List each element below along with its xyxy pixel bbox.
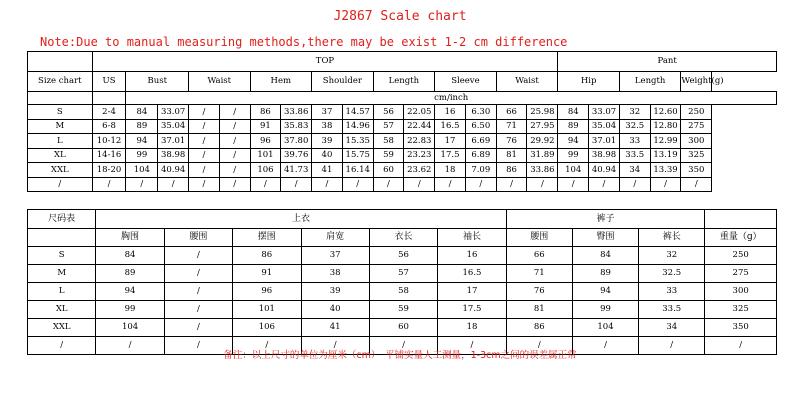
table-cell: / <box>189 163 220 178</box>
table-cell: 84 <box>126 105 158 120</box>
table-body-cn <box>28 247 777 355</box>
table-cell: 27.95 <box>527 119 558 134</box>
size-cell: / <box>28 177 93 192</box>
table-cell: / <box>189 177 220 192</box>
table-cell: / <box>496 177 527 192</box>
table-cell: 40 <box>301 301 369 319</box>
table-cell: 106 <box>250 163 281 178</box>
table-cell: 104 <box>572 319 638 337</box>
size-cell: XL <box>28 148 93 163</box>
table-cell: 16 <box>438 247 506 265</box>
header-bust: Bust <box>126 72 189 92</box>
header-length: Length <box>373 72 435 92</box>
table-cell: 40 <box>312 148 343 163</box>
table-cell: 84 <box>96 247 164 265</box>
group-top: TOP <box>92 52 558 72</box>
table-cell: / <box>281 177 312 192</box>
table-cell: / <box>189 119 220 134</box>
table-cell: 23.23 <box>404 148 435 163</box>
table-cell: 7.09 <box>465 163 496 178</box>
table-cell: 99 <box>558 148 589 163</box>
chart-title: J2867 Scale chart <box>333 9 467 24</box>
table-cell: 86 <box>496 163 527 178</box>
table-cell: 325 <box>681 148 712 163</box>
table-cell: 40.94 <box>589 163 620 178</box>
table-cell: 12.99 <box>650 134 681 149</box>
size-table-en <box>27 51 777 192</box>
table-cell: / <box>158 177 189 192</box>
group-pant: Pant <box>558 52 777 72</box>
table-cell: / <box>164 247 232 265</box>
table-cell: / <box>342 177 373 192</box>
table-cell: 350 <box>681 163 712 178</box>
table-cell: 57 <box>369 265 437 283</box>
table-cell: / <box>164 301 232 319</box>
size-cell: XL <box>28 301 96 319</box>
table-cell: 38.98 <box>158 148 189 163</box>
table-cell: 96 <box>250 134 281 149</box>
table-cell: 35.04 <box>158 119 189 134</box>
table-cell: 6-8 <box>92 119 126 134</box>
table-cell: 350 <box>705 319 777 337</box>
header-shoulder: Shoulder <box>312 72 374 92</box>
table-cell: 89 <box>126 119 158 134</box>
table-cell: / <box>164 319 232 337</box>
table-cell: 89 <box>572 265 638 283</box>
table-cell: / <box>96 337 164 355</box>
table-cell: 96 <box>233 283 301 301</box>
table-cell: 6.50 <box>465 119 496 134</box>
table-cell: 16.5 <box>438 265 506 283</box>
table-cell: 39 <box>301 283 369 301</box>
blank-cell <box>705 210 777 229</box>
table-cell: 56 <box>369 247 437 265</box>
size-cell: S <box>28 247 96 265</box>
table-cell: / <box>164 337 232 355</box>
table-cell: / <box>312 177 343 192</box>
table-cell: 60 <box>373 163 404 178</box>
size-cell: XXL <box>28 319 96 337</box>
table-cell: 76 <box>496 134 527 149</box>
table-cell: / <box>438 337 506 355</box>
header-hem-cn: 摆围 <box>233 229 301 247</box>
table-cell: 84 <box>558 105 589 120</box>
group-header-row <box>28 52 777 72</box>
size-cell: L <box>28 134 93 149</box>
table-cell: / <box>558 177 589 192</box>
table-cell: 99 <box>126 148 158 163</box>
table-row <box>28 319 777 337</box>
table-cell: 37 <box>312 105 343 120</box>
table-cell: 31.89 <box>527 148 558 163</box>
table-cell: 12.80 <box>650 119 681 134</box>
table-cell: 16.5 <box>435 119 466 134</box>
table-cell: / <box>527 177 558 192</box>
table-cell: 22.05 <box>404 105 435 120</box>
table-cell: 33.86 <box>527 163 558 178</box>
table-row <box>28 247 777 265</box>
group-header-row-cn <box>28 210 777 229</box>
table-cell: 76 <box>506 283 572 301</box>
table-cell: 41.73 <box>281 163 312 178</box>
table-cell: 91 <box>233 265 301 283</box>
table-cell: 250 <box>705 247 777 265</box>
table-cell: 59 <box>373 148 404 163</box>
table-row <box>28 148 777 163</box>
measurement-note-en: Note:Due to manual measuring methods,there may be exist 1-2 cm difference <box>40 35 568 49</box>
table-cell: 18 <box>438 319 506 337</box>
header-pant-length-cn: 裤长 <box>639 229 705 247</box>
table-cell: 101 <box>233 301 301 319</box>
header-pant-length: Length <box>619 72 681 92</box>
header-sleeve: Sleeve <box>435 72 497 92</box>
table-cell: 33.86 <box>281 105 312 120</box>
table-cell: / <box>589 177 620 192</box>
table-cell: 81 <box>506 301 572 319</box>
table-cell: 59 <box>369 301 437 319</box>
size-cell: M <box>28 265 96 283</box>
table-cell: 6.69 <box>465 134 496 149</box>
table-cell: 37 <box>301 247 369 265</box>
table-cell: 99 <box>572 301 638 319</box>
size-cell: M <box>28 119 93 134</box>
table-cell: 40.94 <box>158 163 189 178</box>
header-bust-cn: 胸围 <box>96 229 164 247</box>
table-cell: 18-20 <box>92 163 126 178</box>
table-row <box>28 177 777 192</box>
blank-cell <box>28 229 96 247</box>
table-cell: 17.5 <box>438 301 506 319</box>
table-cell: 86 <box>506 319 572 337</box>
table-cell: 33.5 <box>619 148 650 163</box>
table-cell: 37.80 <box>281 134 312 149</box>
table-cell: / <box>233 337 301 355</box>
table-cell: 15.35 <box>342 134 373 149</box>
table-cell: / <box>219 163 250 178</box>
table-row <box>28 105 777 120</box>
table-cell: 84 <box>572 247 638 265</box>
table-cell: / <box>219 148 250 163</box>
table-cell: 25.98 <box>527 105 558 120</box>
table-cell: 35.83 <box>281 119 312 134</box>
table-cell: 250 <box>681 105 712 120</box>
table-cell: 10-12 <box>92 134 126 149</box>
table-cell: 35.04 <box>589 119 620 134</box>
blank-cell <box>28 92 93 105</box>
column-header-row-cn <box>28 229 777 247</box>
table-cell: 32.5 <box>639 265 705 283</box>
table-cell: / <box>189 148 220 163</box>
table-cell: / <box>219 105 250 120</box>
table-cell: 38.98 <box>589 148 620 163</box>
units-row <box>28 92 777 105</box>
table-cell: 22.44 <box>404 119 435 134</box>
table-cell: 32.5 <box>619 119 650 134</box>
table-cell: 81 <box>496 148 527 163</box>
header-size-chart: Size chart <box>28 72 93 92</box>
table-cell: 94 <box>572 283 638 301</box>
table-cell: 58 <box>373 134 404 149</box>
table-cell: 94 <box>558 134 589 149</box>
group-pant-cn: 裤子 <box>506 210 705 229</box>
table-cell: 86 <box>233 247 301 265</box>
table-cell: / <box>219 119 250 134</box>
table-cell: 15.75 <box>342 148 373 163</box>
table-cell: / <box>219 177 250 192</box>
table-cell: 89 <box>96 265 164 283</box>
header-weight-cn: 重量（g） <box>705 229 777 247</box>
table-cell: 17.5 <box>435 148 466 163</box>
table-cell: 14.96 <box>342 119 373 134</box>
table-cell: 33 <box>639 283 705 301</box>
size-cell: / <box>28 337 96 355</box>
table-cell: 104 <box>558 163 589 178</box>
table-cell: 106 <box>233 319 301 337</box>
measurement-note-cn: 备注：以上尺寸的单位为厘米（cm） 平铺实量人工测量，1-3cm之间的误差属正常 <box>223 350 577 361</box>
header-waist-cn: 腰围 <box>164 229 232 247</box>
header-pant-waist: Waist <box>496 72 558 92</box>
table-row <box>28 301 777 319</box>
table-cell: 37.01 <box>589 134 620 149</box>
table-cell: 6.89 <box>465 148 496 163</box>
table-row <box>28 134 777 149</box>
table-cell: 38 <box>301 265 369 283</box>
table-cell: 34 <box>619 163 650 178</box>
table-cell: / <box>705 337 777 355</box>
table-cell: 58 <box>369 283 437 301</box>
table-cell: 17 <box>438 283 506 301</box>
table-cell: 12.60 <box>650 105 681 120</box>
blank-cell <box>28 52 93 72</box>
size-cell: L <box>28 283 96 301</box>
table-cell: 34 <box>639 319 705 337</box>
header-pant-waist-cn: 腰围 <box>506 229 572 247</box>
table-cell: 14.57 <box>342 105 373 120</box>
table-cell: / <box>681 177 712 192</box>
table-cell: 39.76 <box>281 148 312 163</box>
table-cell: 38 <box>312 119 343 134</box>
table-cell: 325 <box>705 301 777 319</box>
table-cell: 94 <box>96 283 164 301</box>
table-cell: 300 <box>705 283 777 301</box>
table-body-en <box>28 105 777 192</box>
table-cell: / <box>189 105 220 120</box>
table-cell: 71 <box>496 119 527 134</box>
table-cell: 104 <box>96 319 164 337</box>
table-cell: / <box>126 177 158 192</box>
table-cell: 14-16 <box>92 148 126 163</box>
table-cell: 300 <box>681 134 712 149</box>
header-size-cn: 尺码表 <box>28 210 96 229</box>
table-cell: / <box>465 177 496 192</box>
table-cell: 33.07 <box>158 105 189 120</box>
table-cell: 275 <box>681 119 712 134</box>
table-cell: / <box>373 177 404 192</box>
table-cell: 33.07 <box>589 105 620 120</box>
group-top-cn: 上衣 <box>96 210 506 229</box>
table-cell: 39 <box>312 134 343 149</box>
table-cell: / <box>506 337 572 355</box>
table-cell: 57 <box>373 119 404 134</box>
table-cell: / <box>650 177 681 192</box>
table-cell: 23.62 <box>404 163 435 178</box>
table-cell: 60 <box>369 319 437 337</box>
table-row <box>28 265 777 283</box>
table-row <box>28 283 777 301</box>
header-hip-cn: 臀围 <box>572 229 638 247</box>
header-waist: Waist <box>189 72 251 92</box>
table-cell: 275 <box>705 265 777 283</box>
table-cell: / <box>164 265 232 283</box>
header-sleeve-cn: 袖长 <box>438 229 506 247</box>
header-us: US <box>92 72 126 92</box>
table-cell: 33.5 <box>639 301 705 319</box>
header-hip: Hip <box>558 72 620 92</box>
table-cell: / <box>189 134 220 149</box>
table-cell: 89 <box>558 119 589 134</box>
table-cell: 37.01 <box>158 134 189 149</box>
table-cell: 66 <box>506 247 572 265</box>
table-cell: / <box>572 337 638 355</box>
table-cell: / <box>435 177 466 192</box>
header-hem: Hem <box>250 72 312 92</box>
table-cell: 18 <box>435 163 466 178</box>
table-cell: / <box>250 177 281 192</box>
table-cell: / <box>301 337 369 355</box>
table-cell: 71 <box>506 265 572 283</box>
table-cell: 56 <box>373 105 404 120</box>
table-cell: 41 <box>301 319 369 337</box>
table-cell: 41 <box>312 163 343 178</box>
table-cell: 91 <box>250 119 281 134</box>
table-cell: 6.30 <box>465 105 496 120</box>
table-cell: 104 <box>126 163 158 178</box>
table-cell: 94 <box>126 134 158 149</box>
table-cell: 86 <box>250 105 281 120</box>
table-cell: 66 <box>496 105 527 120</box>
table-cell: 17 <box>435 134 466 149</box>
table-cell: 32 <box>619 105 650 120</box>
units-label: cm/inch <box>126 92 777 105</box>
column-header-row <box>28 72 777 92</box>
header-shoulder-cn: 肩宽 <box>301 229 369 247</box>
table-cell: / <box>639 337 705 355</box>
table-cell: 16.14 <box>342 163 373 178</box>
table-cell: 13.39 <box>650 163 681 178</box>
header-length-cn: 衣长 <box>369 229 437 247</box>
size-table-cn <box>27 209 777 355</box>
table-cell: 2-4 <box>92 105 126 120</box>
blank-cell <box>92 92 126 105</box>
header-weight: Weight(g) <box>681 72 712 92</box>
table-row <box>28 119 777 134</box>
table-cell: 101 <box>250 148 281 163</box>
size-cell: S <box>28 105 93 120</box>
table-cell: / <box>404 177 435 192</box>
table-cell: 33 <box>619 134 650 149</box>
table-cell: 29.92 <box>527 134 558 149</box>
table-cell: 32 <box>639 247 705 265</box>
table-cell: / <box>92 177 126 192</box>
table-cell: / <box>164 283 232 301</box>
table-cell: 99 <box>96 301 164 319</box>
table-cell: / <box>369 337 437 355</box>
table-cell: 16 <box>435 105 466 120</box>
size-cell: XXL <box>28 163 93 178</box>
table-cell: / <box>619 177 650 192</box>
table-cell: / <box>219 134 250 149</box>
table-row <box>28 163 777 178</box>
table-cell: 22.83 <box>404 134 435 149</box>
table-cell: 13.19 <box>650 148 681 163</box>
